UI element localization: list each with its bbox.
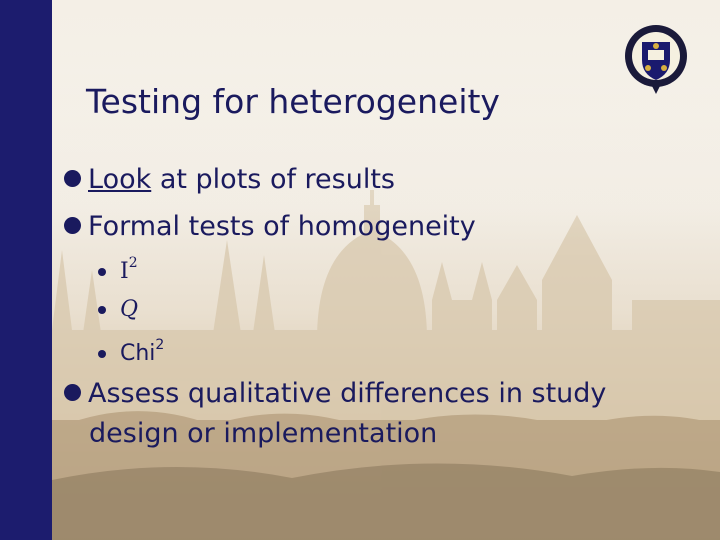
superscript: 2 bbox=[128, 255, 138, 271]
sub-bullet-q bbox=[98, 297, 138, 322]
sub-bullet-text: Q bbox=[120, 297, 139, 322]
bullet-dot bbox=[64, 217, 81, 234]
bullet-text: Formal tests of homogeneity bbox=[88, 211, 476, 242]
university-crest-icon bbox=[622, 22, 690, 96]
sub-bullet-dot bbox=[98, 306, 106, 314]
left-sidebar-band bbox=[0, 0, 52, 540]
bullet-text: at plots of results bbox=[151, 164, 396, 195]
look-link[interactable]: Look bbox=[88, 164, 152, 195]
sub-bullet-dot bbox=[98, 268, 106, 276]
sub-bullet-chi2 bbox=[98, 337, 164, 366]
bullet-formal-tests bbox=[64, 211, 476, 242]
bullet-dot bbox=[64, 170, 81, 187]
sub-bullet-text: Chi bbox=[120, 341, 156, 366]
sub-bullet-text: I bbox=[120, 259, 129, 284]
bullet-look-at-plots bbox=[64, 164, 395, 195]
sub-bullet-dot bbox=[98, 350, 106, 358]
bullet-assess-differences bbox=[64, 378, 606, 409]
skyline-background bbox=[52, 0, 720, 540]
slide-title: Testing for heterogeneity bbox=[86, 82, 500, 121]
sub-bullet-i2 bbox=[98, 255, 138, 284]
bullet-text: Assess qualitative differences in study bbox=[88, 378, 607, 409]
city-skyline-photo bbox=[52, 0, 720, 540]
bullet-dot bbox=[64, 384, 81, 401]
bullet-continuation: design or implementation bbox=[89, 418, 438, 449]
superscript: 2 bbox=[155, 337, 165, 353]
